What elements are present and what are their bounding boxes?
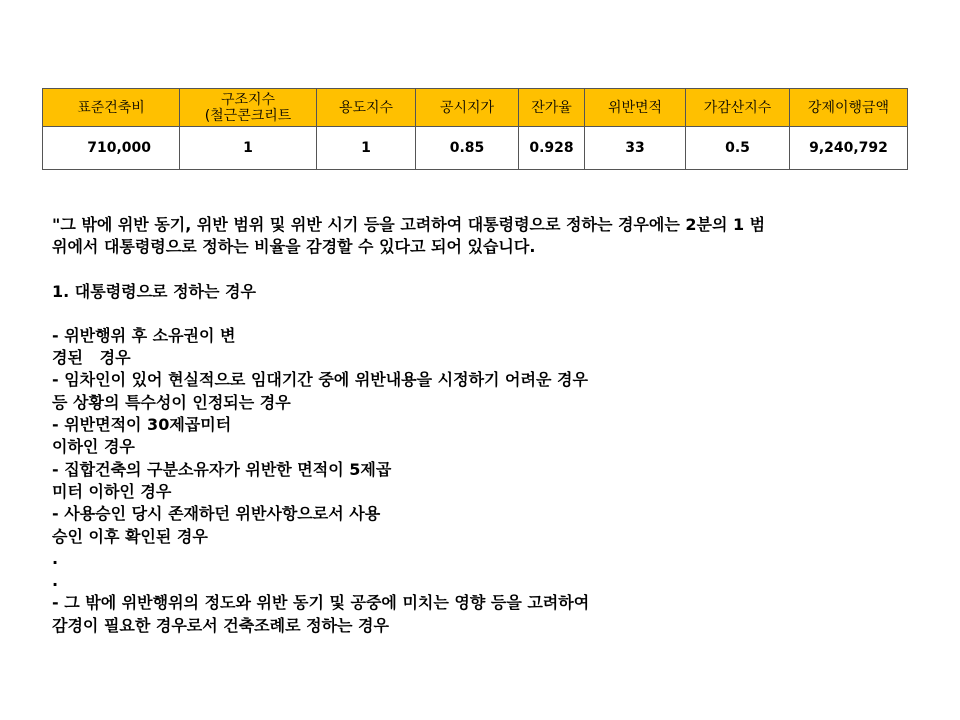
cell-use-index: 1 [317,127,416,170]
spacer [52,259,912,281]
cell-adjustment-index: 0.5 [686,127,790,170]
list-item: - 위반행위 후 소유권이 변 [52,325,236,345]
explanation-text [52,214,912,637]
table-header-row [43,89,908,127]
list-item: - 사용승인 당시 존재하던 위반사항으로서 사용 [52,504,381,524]
list-item: . [52,548,59,568]
cell-structure-index: 1 [180,127,317,170]
list-item: - 집합건축의 구분소유자가 위반한 면적이 5제곱 [52,459,392,479]
table-row [43,127,908,170]
cell-standard-construction-cost: 710,000 [43,127,180,170]
quote-line: 위에서 대통령령으로 정하는 비율을 감경할 수 있다고 되어 있습니다. [52,237,536,257]
header-use-index: 용도지수 [317,89,416,127]
list-item: . [52,571,59,591]
list-item: - 임차인이 있어 현실적으로 임대기간 중에 위반내용을 시정하기 어려운 경우 [52,370,588,390]
list-item: 감경이 필요한 경우로서 건축조례로 정하는 경우 [52,615,389,635]
spacer [52,303,912,325]
list-item: 승인 이후 확인된 경우 [52,526,208,546]
cell-violation-area: 33 [585,127,686,170]
list-item: - 위반면적이 30제곱미터 [52,415,232,435]
list-item: 이하인 경우 [52,437,135,457]
cell-residual-rate: 0.928 [519,127,585,170]
header-residual-rate: 잔가율 [519,89,585,127]
quote-line: "그 밖에 위반 동기, 위반 범위 및 위반 시기 등을 고려하여 대통령령으로 정하는 경우에는 2분의 1 범 [52,215,766,234]
list-item: 미터 이하인 경우 [52,481,172,501]
section-heading: 1. 대통령령으로 정하는 경우 [52,281,256,301]
header-standard-construction-cost: 표준건축비 [43,89,180,127]
enforcement-fee-table [42,88,908,170]
header-official-land-price: 공시지가 [416,89,519,127]
header-adjustment-index: 가감산지수 [686,89,790,127]
header-structure-index: 구조지수 (철근콘크리트 [180,89,317,127]
cell-enforcement-amount: 9,240,792 [790,127,908,170]
cell-official-land-price: 0.85 [416,127,519,170]
list-item: - 그 밖에 위반행위의 정도와 위반 동기 및 공중에 미치는 영향 등을 고려하여 [52,593,590,613]
header-violation-area: 위반면적 [585,89,686,127]
header-enforcement-amount: 강제이행금액 [790,89,908,127]
list-item: 등 상황의 특수성이 인정되는 경우 [52,392,291,412]
list-item: 경된 경우 [52,348,131,368]
